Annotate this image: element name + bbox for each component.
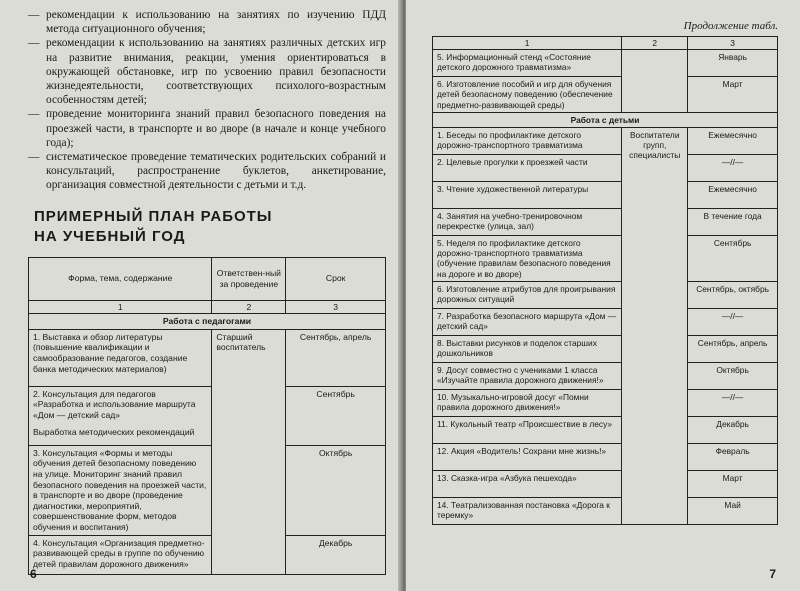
row-term: Январь <box>688 50 778 77</box>
row-text: 13. Сказка-игра «Азбука пешехода» <box>433 470 622 497</box>
plan-title <box>34 207 386 247</box>
section-row <box>433 112 778 127</box>
col-num: 2 <box>622 37 688 50</box>
row-text: 10. Музыкально-игровой досуг «Помни правила дорожного движения!» <box>433 389 622 416</box>
row-term: Сентябрь, апрель <box>286 329 386 386</box>
table-row <box>29 535 386 574</box>
table-row <box>433 470 778 497</box>
header-form-theme: Форма, тема, содержание <box>29 257 212 300</box>
column-number-row <box>29 300 386 314</box>
table-row <box>433 50 778 77</box>
header-term: Срок <box>286 257 386 300</box>
row-term: Декабрь <box>286 535 386 574</box>
recommendations-list <box>28 8 386 193</box>
plan-table-continued <box>432 36 778 525</box>
table-row <box>433 236 778 282</box>
table-row <box>29 386 386 445</box>
list-item: — проведение мониторинга знаний правил безопасного поведения на проезжей части, в транспорте и во дворе (в начале и конце учебного года); <box>28 107 386 150</box>
table-row <box>433 497 778 524</box>
row-text: 5. Неделя по профилактике детского дорожно-транспортного травматизма (обучение правилам безопасного поведения на дороге и во дворе) <box>433 236 622 282</box>
section-children: Работа с детьми <box>433 112 778 127</box>
plan-table <box>28 257 386 575</box>
responsible-cell-empty <box>622 50 688 113</box>
table-row <box>433 281 778 308</box>
list-item: — рекомендации к использованию на занятиях различных детских игр на развитие внимания, реакции, умения ориентироваться в окружающей обстановке, игр по усвоению правил безопасности жизнедеятельности, соответствующих психолого-возрастным особенностям детей; <box>28 36 386 107</box>
row-term: Март <box>688 77 778 113</box>
table-row <box>433 362 778 389</box>
row-term: —//— <box>688 155 778 182</box>
table-row <box>433 389 778 416</box>
row-term: Сентябрь <box>286 386 386 445</box>
row-term: Октябрь <box>688 362 778 389</box>
table-row <box>433 416 778 443</box>
table-row <box>433 209 778 236</box>
row-text: 8. Выставки рисунков и поделок старших дошкольников <box>433 335 622 362</box>
table-row <box>29 329 386 386</box>
plan-title-line-2: НА УЧЕБНЫЙ ГОД <box>34 227 186 245</box>
row-text-cell <box>29 386 212 445</box>
plan-title-line-1: ПРИМЕРНЫЙ ПЛАН РАБОТЫ <box>34 207 273 225</box>
column-number-row <box>433 37 778 50</box>
row-text: 2. Целевые прогулки к проезжей части <box>433 155 622 182</box>
row-term: —//— <box>688 389 778 416</box>
row-term: Сентябрь, октябрь <box>688 281 778 308</box>
col-num: 2 <box>212 300 286 314</box>
header-responsible: Ответствен-ный за проведение <box>212 257 286 300</box>
row-text: 6. Изготовление пособий и игр для обучения детей безопасному поведению (обеспечение предметно-развивающей среды) <box>433 77 622 113</box>
table-row <box>433 182 778 209</box>
row-term: Март <box>688 470 778 497</box>
row-term: В течение года <box>688 209 778 236</box>
col-num: 3 <box>688 37 778 50</box>
continuation-note: Продолжение табл. <box>683 20 778 32</box>
row-term: Май <box>688 497 778 524</box>
row-text: 7. Разработка безопасного маршрута «Дом — детский сад» <box>433 308 622 335</box>
table-row <box>29 445 386 535</box>
table-row <box>433 155 778 182</box>
row-text: 3. Консультация «Формы и методы обучения детей безопасному поведению на улице. Мониторинг знаний правил безопасного поведения на проезжей части, в транспорте и во дворе (проведение диагностики, мероприятий, совершенствование форм, методов обучения и воспитания) <box>29 445 212 535</box>
row-text: 2. Консультация для педагогов «Разработка и использование маршрута «Дом — детский сад» <box>33 388 196 421</box>
responsible-cell: Старший воспитатель <box>212 329 286 574</box>
row-term: Ежемесячно <box>688 128 778 155</box>
table-row <box>433 308 778 335</box>
page-number: 7 <box>769 567 776 581</box>
table-row <box>433 443 778 470</box>
row-subtext: Выработка методических рекомендаций <box>33 426 195 437</box>
row-text: 4. Занятия на учебно-тренировочном перекрестке (улица, зал) <box>433 209 622 236</box>
responsible-cell: Воспитатели групп, специалисты <box>622 128 688 525</box>
section-row <box>29 314 386 330</box>
row-text: 6. Изготовление атрибутов для проигрывания дорожных ситуаций <box>433 281 622 308</box>
row-text: 1. Беседы по профилактике детского дорожно-транспортного травматизма <box>433 128 622 155</box>
row-text: 12. Акция «Водитель! Сохрани мне жизнь!» <box>433 443 622 470</box>
row-term: Декабрь <box>688 416 778 443</box>
col-num: 3 <box>286 300 386 314</box>
row-term: Февраль <box>688 443 778 470</box>
table-row <box>433 128 778 155</box>
row-term: Октябрь <box>286 445 386 535</box>
table-row <box>433 77 778 113</box>
section-teachers: Работа с педагогами <box>29 314 386 330</box>
list-item: — систематическое проведение тематических родительских собраний и консультаций, распространение буклетов, анкетирование, организация совместной деятельности с детьми и т.д. <box>28 150 386 193</box>
row-term: Сентябрь, апрель <box>688 335 778 362</box>
row-text: 14. Театрализованная постановка «Дорога к теремку» <box>433 497 622 524</box>
row-text: 4. Консультация «Организация предметно-развивающей среды в группе по обучению детей правилам дорожного движения» <box>29 535 212 574</box>
row-text: 11. Кукольный театр «Происшествие в лесу» <box>433 416 622 443</box>
table-header-row <box>29 257 386 300</box>
list-item: — рекомендации к использованию на занятиях по изучению ПДД метода ситуационного обучения; <box>28 8 386 36</box>
col-num: 1 <box>433 37 622 50</box>
row-text: 3. Чтение художественной литературы <box>433 182 622 209</box>
row-text: 1. Выставка и обзор литературы (повышение квалификации и самообразование педагогов, создание банка методических материалов) <box>29 329 212 386</box>
col-num: 1 <box>29 300 212 314</box>
table-row <box>433 335 778 362</box>
page-number: 6 <box>30 567 37 581</box>
right-page <box>406 0 800 591</box>
row-term: —//— <box>688 308 778 335</box>
row-term: Сентябрь <box>688 236 778 282</box>
row-text: 5. Информационный стенд «Состояние детского дорожного травматизма» <box>433 50 622 77</box>
row-text: 9. Досуг совместно с учениками 1 класса «Изучайте правила дорожного движения!» <box>433 362 622 389</box>
row-term: Ежемесячно <box>688 182 778 209</box>
